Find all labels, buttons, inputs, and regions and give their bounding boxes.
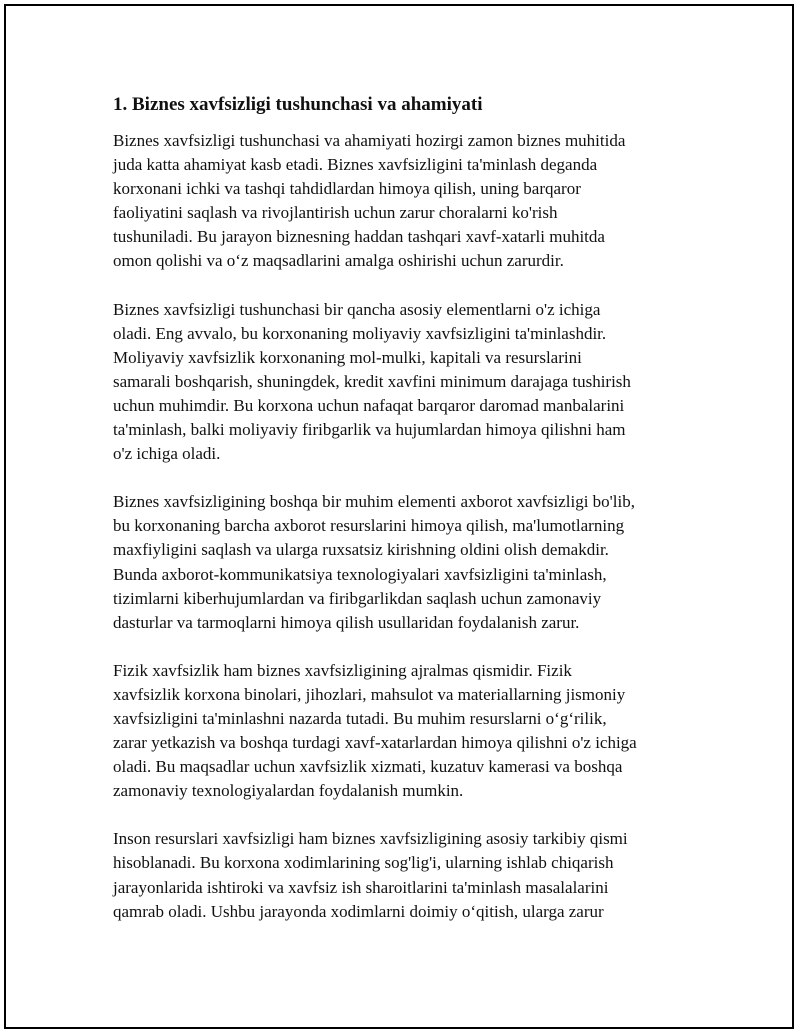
text-line: Bunda axborot-kommunikatsiya texnologiyalari xavfsizligini ta'minlash, (113, 564, 607, 584)
text-line: qamrab oladi. Ushbu jarayonda xodimlarni doimiy o‘qitish, ularga zarur (113, 901, 604, 921)
text-line: samarali boshqarish, shuningdek, kredit xavfini minimum darajaga tushirish (113, 371, 631, 391)
text-line: oladi. Eng avvalo, bu korxonaning moliyaviy xavfsizligini ta'minlashdir. (113, 323, 607, 343)
text-line: ta'minlash, balki moliyaviy firibgarlik va hujumlardan himoya qilishni ham (113, 420, 626, 440)
text-line: jarayonlarida ishtiroki va xavfsiz ish sharoitlarini ta'minlash masalalarini (113, 877, 609, 897)
text-line: tushuniladi. Bu jarayon biznesning haddan tashqari xavf-xatarli muhitda (113, 227, 605, 247)
text-line: xavfsizlik korxona binolari, jihozlari, mahsulot va materiallarning jismoniy (113, 684, 626, 704)
paragraph (113, 827, 713, 923)
text-line: oladi. Bu maqsadlar uchun xavfsizlik xizmati, kuzatuv kamerasi va boshqa (113, 757, 623, 777)
text-line: dasturlar va tarmoqlarni himoya qilish usullaridan foydalanish zarur. (113, 612, 580, 632)
text-line: zamonaviy texnologiyalardan foydalanish mumkin. (113, 781, 464, 801)
section-heading: 1. Biznes xavfsizligi tushunchasi va ahamiyati (113, 94, 483, 115)
text-line: maxfiyligini saqlash va ularga ruxsatsiz kirishning oldini olish demakdir. (113, 540, 609, 560)
text-line: juda katta ahamiyat kasb etadi. Biznes xavfsizligini ta'minlash deganda (113, 155, 598, 175)
document-body (113, 93, 713, 948)
text-line: Inson resurslari xavfsizligi ham biznes xavfsizligining asosiy tarkibiy qismi (113, 829, 628, 849)
text-line: uchun muhimdir. Bu korxona uchun nafaqat barqaror daromad manbalarini (113, 395, 625, 415)
text-line: omon qolishi va o‘z maqsadlarini amalga oshirishi uchun zarurdir. (113, 251, 564, 271)
text-line: Biznes xavfsizligining boshqa bir muhim elementi axborot xavfsizligi bo'lib, (113, 492, 635, 512)
text-line: faoliyatini saqlash va rivojlantirish uchun zarur choralarni ko'rish (113, 203, 558, 223)
paragraph (113, 659, 713, 804)
text-line: o'z ichiga oladi. (113, 444, 221, 464)
text-line: korxonani ichki va tashqi tahdidlardan himoya qilish, uning barqaror (113, 179, 581, 199)
text-line: xavfsizligini ta'minlashni nazarda tutadi. Bu muhim resurslarni o‘g‘rilik, (113, 708, 607, 728)
text-line: bu korxonaning barcha axborot resurslarini himoya qilish, ma'lumotlarning (113, 516, 625, 536)
paragraph (113, 298, 713, 467)
paragraph (113, 490, 713, 635)
text-line: hisoblanadi. Bu korxona xodimlarining sog'lig'i, ularning ishlab chiqarish (113, 853, 614, 873)
text-line: Biznes xavfsizligi tushunchasi bir qancha asosiy elementlarni o'z ichiga (113, 299, 601, 319)
text-line: Moliyaviy xavfsizlik korxonaning mol-mulki, kapitali va resurslarini (113, 347, 582, 367)
paragraph-list (113, 129, 713, 924)
text-line: Biznes xavfsizligi tushunchasi va ahamiyati hozirgi zamon biznes muhitida (113, 131, 626, 150)
text-line: tizimlarni kiberhujumlardan va firibgarlikdan saqlash uchun zamonaviy (113, 588, 602, 608)
paragraph (113, 129, 713, 274)
text-line: Fizik xavfsizlik ham biznes xavfsizligining ajralmas qismidir. Fizik (113, 660, 572, 680)
text-line: zarar yetkazish va boshqa turdagi xavf-xatarlardan himoya qilishni o'z ichiga (113, 733, 637, 753)
